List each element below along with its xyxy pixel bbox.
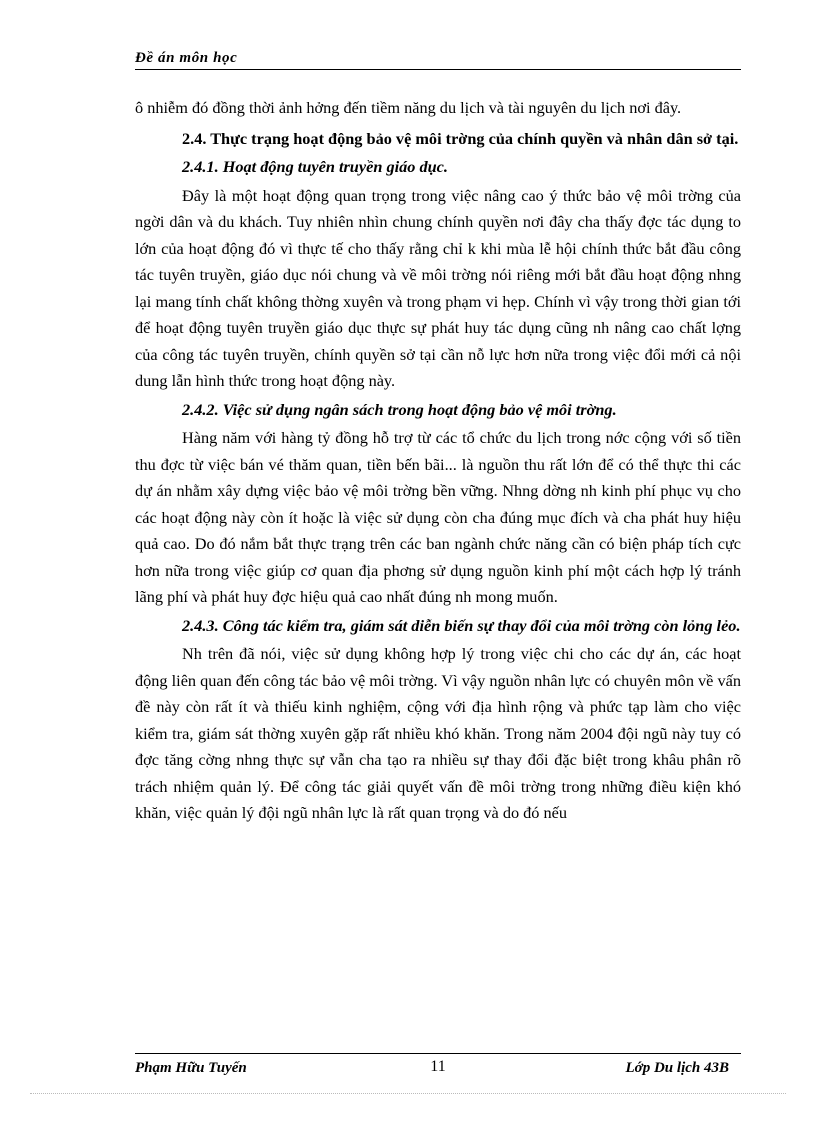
footer-class-name: Lớp Du lịch 43B: [625, 1060, 729, 1076]
page-number: 11: [430, 1058, 446, 1075]
subsection-heading-2-4-1: 2.4.1. Hoạt động tuyên truyền giáo dục.: [182, 157, 448, 176]
page-bottom-divider: [30, 1093, 786, 1094]
paragraph-continuation: ô nhiễm đó đồng thời ảnh hởng đến tiềm năng du lịch và tài nguyên du lịch nơi đây.: [135, 98, 682, 117]
page-footer: [135, 1053, 741, 1078]
subsection-heading-2-4-2: 2.4.2. Việc sử dụng ngân sách trong hoạt động bảo vệ môi trờng.: [182, 399, 617, 419]
paragraph-2-4-2: Hàng năm với hàng tỷ đồng hỗ trợ từ các tổ chức du lịch trong nớc cộng với số tiền thu đợc từ việc bán vé thăm quan, tiền bến bãi... là nguồn thu rất lớn để có thể thực thi các dự án nhằm xây dựng việc bảo vệ môi trờng bền vững. Nhng dờng nh kinh phí phục vụ cho các hoạt động này còn ít hoặc là việc sử dụng còn cha đúng mục đích và cha phát huy hiệu quả cao. Do đó nắm bắt thực trạng trên các ban ngành chức năng cần có biện pháp tích cực hơn nữa trong việc giúp cơ quan địa phơng sử dụng nguồn kinh phí một cách hợp lý tránh lãng phí và phát huy đợc hiệu quả cao nhất đúng nh mong muốn.: [135, 428, 741, 606]
subsection-heading-2-4-3: 2.4.3. Công tác kiểm tra, giám sát diễn biến sự thay đổi của môi trờng còn lỏng lẻo.: [182, 615, 741, 635]
paragraph-2-4-1: Đây là một hoạt động quan trọng trong việc nâng cao ý thức bảo vệ môi trờng của ngời dân và du khách. Tuy nhiên nhìn chung chính quyền nơi đây cha thấy đợc tác dụng to lớn của hoạt động đó vì thực tế cho thấy rằng chỉ k khi mùa lễ hội chính thức bắt đầu công tác tuyên truyền, giáo dục nói chung và về môi trờng nói riêng mới bắt đầu hoạt động nhng lại mang tính chất không thờng xuyên và trong phạm vi hẹp. Chính vì vậy trong thời gian tới để hoạt động tuyên truyền giáo dục thực sự phát huy tác dụng cũng nh nâng cao chất lợng của công tác tuyên truyền, chính quyền sở tại cần nỗ lực hơn nữa trong việc đổi mới cả nội dung lẫn hình thức trong hoạt động này.: [135, 185, 741, 390]
header-title: Đề án môn học: [135, 50, 238, 66]
page-content: [135, 95, 741, 827]
page-header: [135, 49, 741, 70]
paragraph-2-4-3: Nh trên đã nói, việc sử dụng không hợp lý trong việc chi cho các dự án, các hoạt động liên quan đến công tác bảo vệ môi trờng. Vì vậy nguồn nhân lực có chuyên môn về vấn đề này còn rất ít và thiếu kinh nghiệm, cộng với địa hình rộng và phức tạp làm cho việc kiểm tra, giám sát thờng xuyên gặp rất nhiều khó khăn. Trong năm 2004 đội ngũ này tuy có đợc tăng cờng nhng thực sự vẫn cha tạo ra nhiều sự thay đổi đặc biệt trong khâu phân rõ trách nhiệm quản lý. Để công tác giải quyết vấn đề môi trờng trong những điều kiện khó khăn, việc quản lý đội ngũ nhân lực là rất quan trọng và do đó nếu: [135, 644, 741, 822]
section-heading-2-4: 2.4. Thực trạng hoạt động bảo vệ môi trờng của chính quyền và nhân dân sở tại.: [182, 128, 739, 148]
footer-author: Phạm Hữu Tuyến: [135, 1060, 247, 1076]
